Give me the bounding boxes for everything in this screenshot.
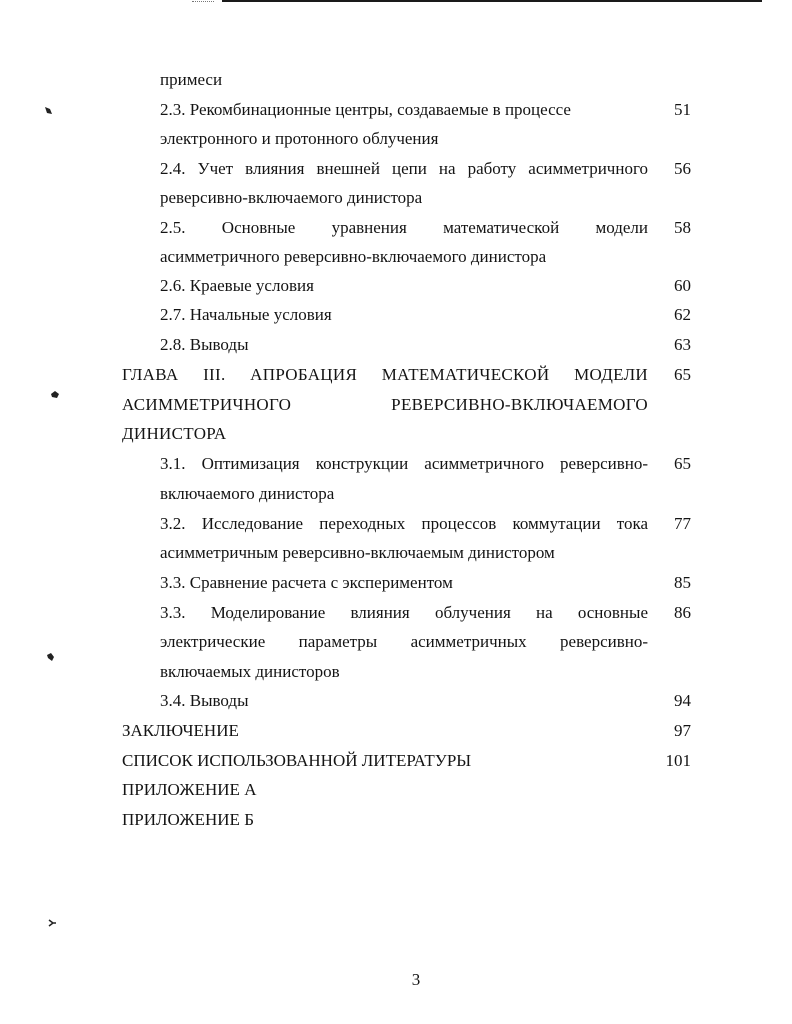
toc-3-3a-page: 85 (674, 573, 691, 592)
toc-ch3-page: 65 (674, 365, 691, 384)
toc-3-2-line2: асимметричным реверсивно-включаемым динистором (160, 543, 555, 562)
toc-2-5-page: 58 (674, 218, 691, 237)
toc-conclusion: ЗАКЛЮЧЕНИЕ (122, 721, 239, 740)
toc-appendix-a: ПРИЛОЖЕНИЕ А (122, 780, 257, 799)
toc-3-3b-line2: электрические параметры асимметричных реверсивно- (160, 632, 648, 651)
toc-2-5-line1: 2.5. Основные уравнения математической модели (160, 218, 648, 237)
toc-2-8-line1: 2.8. Выводы (160, 335, 249, 354)
toc-line-primesi: примеси (160, 70, 223, 89)
toc-3-3b-page: 86 (674, 603, 691, 622)
toc-3-1-page: 65 (674, 454, 691, 473)
toc-ch3-line3: ДИНИСТОРА (122, 424, 227, 443)
toc-3-3b-line1: 3.3. Моделирование влияния облучения на основные (160, 603, 648, 622)
toc-2-7-line1: 2.7. Начальные условия (160, 305, 332, 324)
page-number: 3 (411, 970, 421, 989)
toc-conclusion-page: 97 (674, 721, 691, 740)
toc-3-3a-line1: 3.3. Сравнение расчета с экспериментом (160, 573, 453, 592)
toc-3-2-page: 77 (674, 514, 691, 533)
toc-2-4-line1: 2.4. Учет влияния внешней цепи на работу асимметричного (160, 159, 648, 178)
toc-3-1-line2: включаемого динистора (160, 484, 335, 503)
toc-2-4-page: 56 (674, 159, 691, 178)
toc-3-1-line1: 3.1. Оптимизация конструкции асимметричного реверсивно- (160, 454, 648, 473)
toc-appendix-b: ПРИЛОЖЕНИЕ Б (122, 810, 254, 829)
toc-2-7-page: 62 (674, 305, 691, 324)
toc-2-8-page: 63 (674, 335, 691, 354)
toc-2-3-line1: 2.3. Рекомбинационные центры, создаваемые в процессе (160, 100, 571, 119)
toc-2-5-line2: асимметричного реверсивно-включаемого динистора (160, 247, 547, 266)
toc-2-6-page: 60 (674, 276, 691, 295)
toc-2-6-line1: 2.6. Краевые условия (160, 276, 314, 295)
toc-ch3-line2: АСИММЕТРИЧНОГО РЕВЕРСИВНО-ВКЛЮЧАЕМОГО (122, 395, 648, 414)
toc-references: СПИСОК ИСПОЛЬЗОВАННОЙ ЛИТЕРАТУРЫ (122, 751, 472, 770)
toc-2-4-line2: реверсивно-включаемого динистора (160, 188, 423, 207)
toc-references-page: 101 (665, 751, 691, 770)
toc-2-3-line2: электронного и протонного облучения (160, 129, 439, 148)
toc-3-4-page: 94 (674, 691, 691, 710)
toc-3-2-line1: 3.2. Исследование переходных процессов коммутации тока (160, 514, 648, 533)
toc-ch3-line1: ГЛАВА III. АПРОБАЦИЯ МАТЕМАТИЧЕСКОЙ МОДЕЛИ (122, 365, 648, 384)
toc-3-4-line1: 3.4. Выводы (160, 691, 249, 710)
toc-2-3-page: 51 (674, 100, 691, 119)
toc-3-3b-line3: включаемых динисторов (160, 662, 340, 681)
